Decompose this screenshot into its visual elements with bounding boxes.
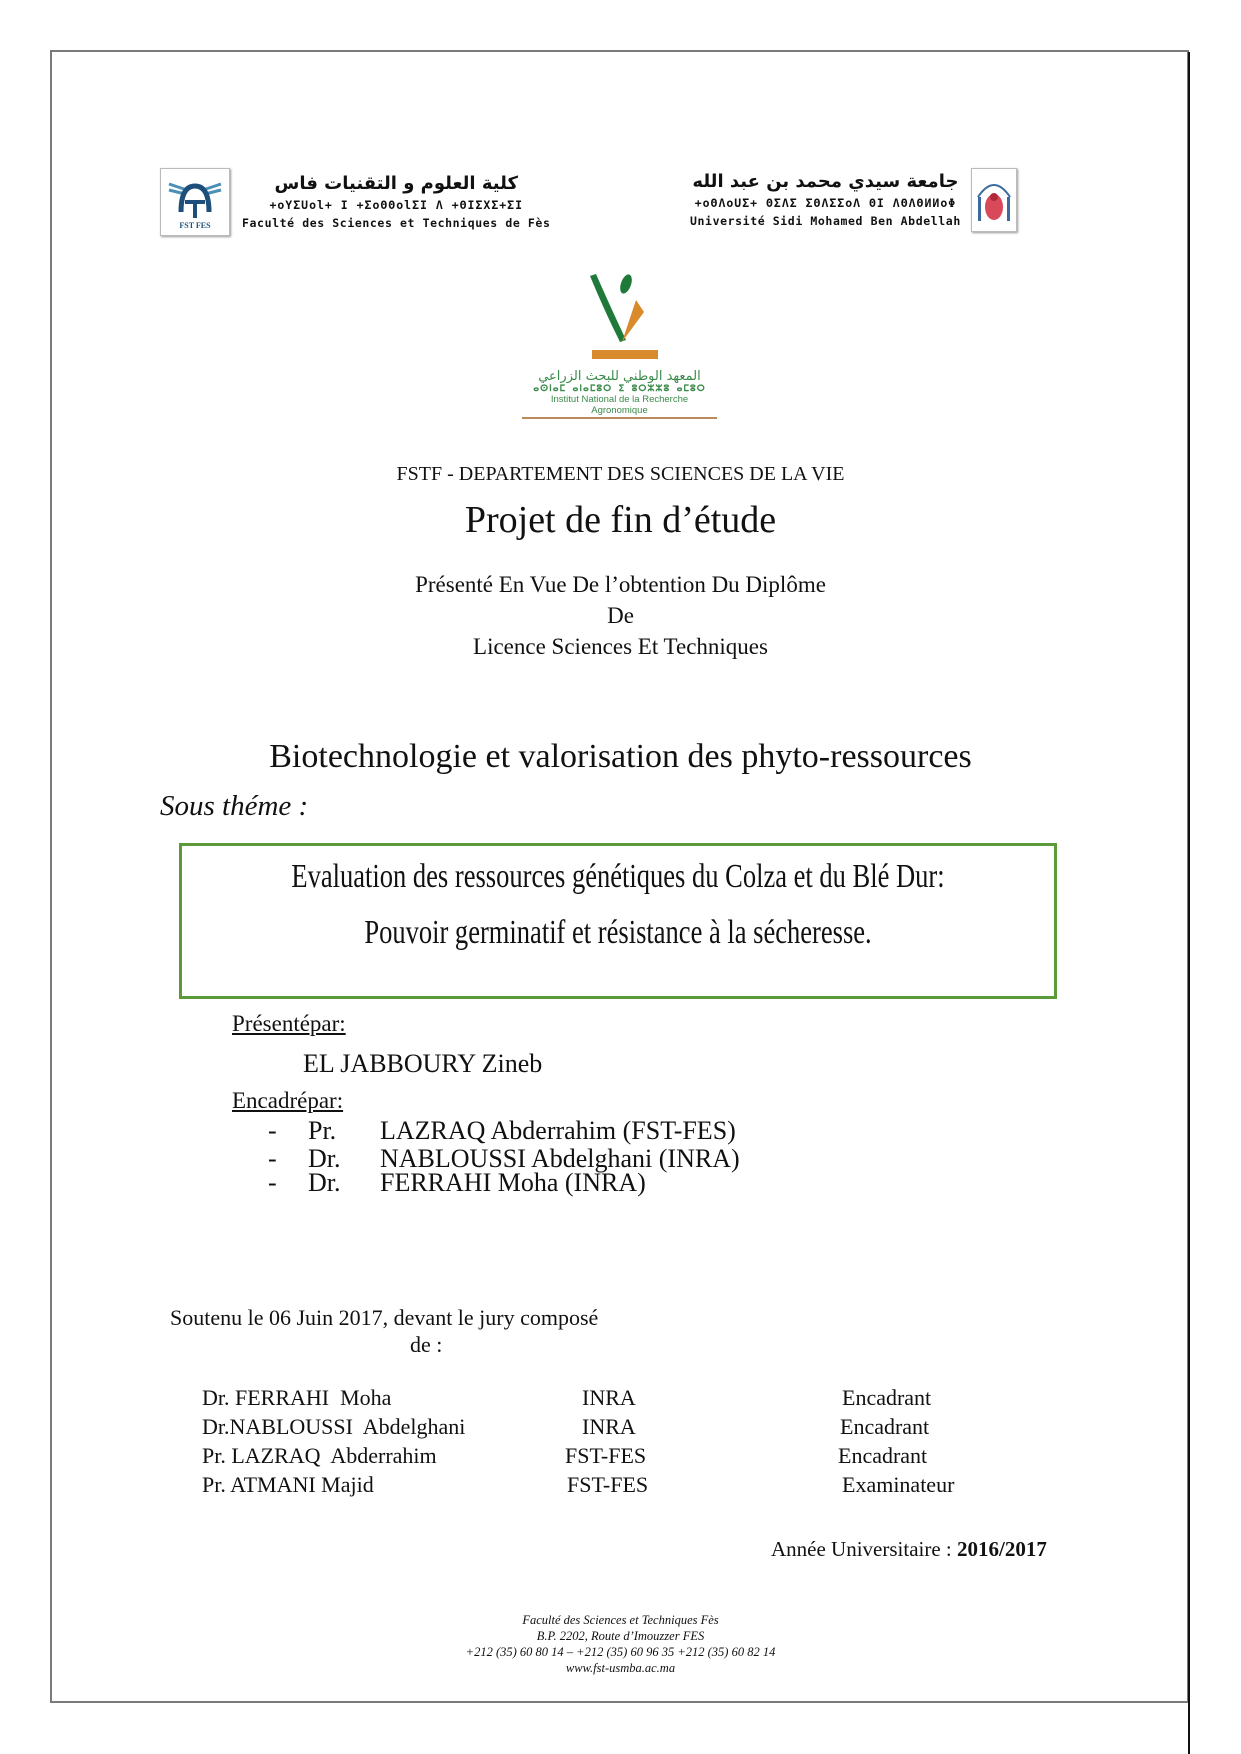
fst-logo-icon (165, 172, 225, 232)
jury-name: Dr.NABLOUSSI Abdelghani (202, 1414, 466, 1439)
supervisor-item: - Dr. FERRAHI Moha (INRA) (268, 1168, 646, 1197)
student-name: EL JABBOURY Zineb (303, 1049, 543, 1078)
subject-line-1: Evaluation des ressources génétiques du Colza et du Blé Dur: (291, 858, 945, 895)
department: FSTF - DEPARTEMENT DES SCIENCES DE LA VIE (396, 463, 845, 485)
document-title: Projet de fin d’étude (464, 499, 777, 541)
footer-line: +212 (35) 60 80 14 – +212 (35) 60 96 35 +212 (35) 60 82 14 (465, 1645, 776, 1659)
usmba-name-latin: Université Sidi Mohamed Ben Abdellah (690, 214, 961, 228)
fst-name-arabic: كلية العلوم و التقنيات فاس (274, 173, 518, 194)
presented-by-label: Présentépar: (232, 1011, 346, 1036)
jury-role: Encadrant (842, 1385, 932, 1410)
usmba-name-arabic: جامعة سيدي محمد بن عبد الله (692, 171, 959, 192)
usmba-logo (971, 168, 1017, 232)
jury-role: Encadrant (838, 1443, 928, 1468)
page-edge-line (1188, 52, 1190, 1754)
subject-box (179, 843, 1057, 999)
jury-name: Pr. LAZRAQ Abderrahim (202, 1443, 437, 1468)
inra-name-tifinagh: ⴰⵙⵏⴰⵎ ⴰⵏⴰⵎⵓⵔ ⵉ ⵓⵔⵣⵣⵓ ⴰⵎⵓⵔ (533, 384, 706, 394)
jury-institution: FST-FES (567, 1472, 649, 1497)
jury-role: Encadrant (840, 1414, 930, 1439)
defense-date-line: Soutenu le 06 Juin 2017, devant le jury composé (170, 1305, 599, 1330)
sous-theme-label: Sous théme : (160, 790, 309, 822)
academic-year: Année Universitaire : 2016/2017 (771, 1537, 1047, 1561)
inra-name-latin: Institut National de la Recherche Agronomique (522, 394, 717, 419)
jury-institution: INRA (582, 1414, 636, 1439)
diploma-statement (0, 569, 1241, 662)
jury-role: Examinateur (842, 1472, 955, 1497)
diploma-line: Licence Sciences Et Techniques (473, 634, 768, 659)
defense-date-line-2: de : (410, 1332, 443, 1357)
fst-header (160, 168, 550, 236)
academic-year-value: 2016/2017 (957, 1537, 1047, 1561)
jury-row (202, 1472, 1102, 1500)
footer-website: www.fst-usmba.ac.ma (565, 1661, 676, 1675)
diploma-line: De (607, 603, 634, 628)
footer-line: Faculté des Sciences et Techniques Fès (522, 1613, 719, 1627)
usmba-header (690, 168, 1017, 232)
svg-text:FST FES: FST FES (179, 221, 211, 230)
jury-name: Pr. ATMANI Majid (202, 1472, 374, 1497)
diploma-line: Présenté En Vue De l’obtention Du Diplôme (415, 572, 826, 597)
inra-name-arabic: المعهد الوطني للبحث الزراعي (538, 369, 701, 384)
subject-line-2: Pouvoir germinatif et résistance à la sécheresse. (364, 914, 872, 951)
jury-row (202, 1443, 1102, 1471)
usmba-logo-icon (974, 171, 1014, 229)
supervised-by-label: Encadrépar: (232, 1088, 344, 1113)
supervisor-item: - Pr. LAZRAQ Abderrahim (FST-FES) (268, 1116, 736, 1145)
jury-row (202, 1414, 1102, 1442)
fst-name-tifinagh: +oYΣUol+ I +ΣoΘΘolΣI Λ +ΘIΣXΣ+ΣI (269, 198, 524, 212)
footer-address (0, 1612, 1241, 1676)
jury-name: Dr. FERRAHI Moha (202, 1385, 392, 1410)
inra-logo (522, 270, 717, 438)
fst-logo (160, 168, 230, 236)
jury-institution: FST-FES (565, 1443, 647, 1468)
supervisor-item: - Dr. NABLOUSSI Abdelghani (INRA) (268, 1144, 740, 1173)
theme: Biotechnologie et valorisation des phyto-ressources (269, 738, 972, 775)
jury-row (202, 1385, 1102, 1413)
inra-emblem-icon (560, 270, 680, 362)
footer-line: B.P. 2202, Route d’Imouzzer FES (536, 1629, 705, 1643)
usmba-name-tifinagh: +oΘΛoUΣ+ ΘΣΛΣ ΣΘΛΣΣoΛ ΘI ΛΘΛΘИИoΦ (694, 196, 957, 210)
jury-institution: INRA (582, 1385, 636, 1410)
fst-name-latin: Faculté des Sciences et Techniques de Fès (242, 216, 551, 230)
